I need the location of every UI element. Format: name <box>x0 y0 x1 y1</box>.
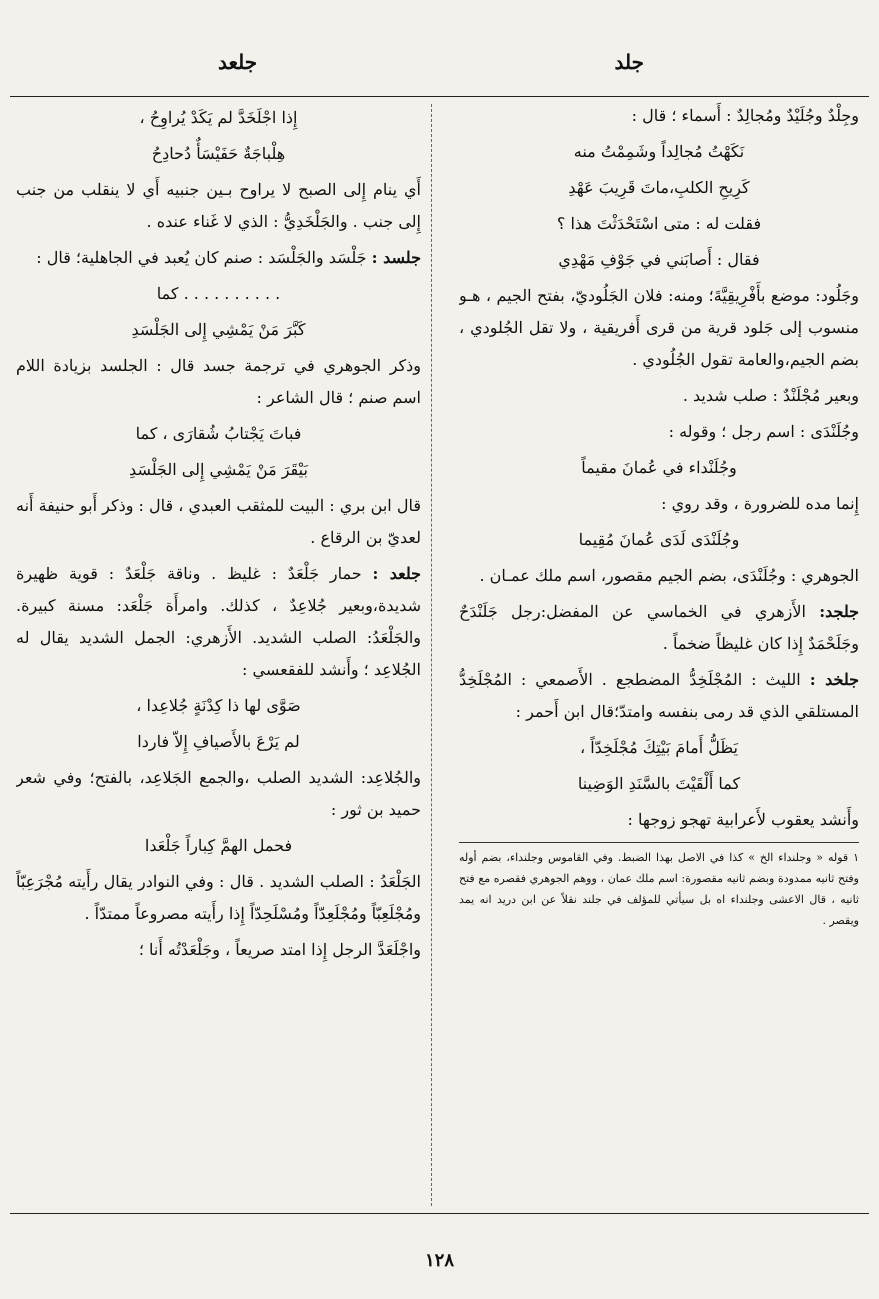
headword: جلخد : <box>809 670 859 689</box>
entry-jljd <box>459 596 859 660</box>
page-number: ١٢٨ <box>424 1250 454 1271</box>
verse-line: صَوَّى لها ذا كِدْنَةٍ جُلاعِدا ، <box>136 696 301 715</box>
entry-text: جَلْسَد والجَلْسَد : صنم كان يُعبد في الجاهلية؛ قال : <box>36 248 367 267</box>
bottom-rule <box>10 1213 869 1214</box>
left-column <box>16 100 421 1208</box>
verse-line: بَيْقَرَ مَنْ يَمْشِي إِلى الجَلْسَدِ <box>129 460 308 479</box>
entry-text: قال ابن بري : البيت للمثقب العبدي ، قال : وذكر أَبو حنيفة أَنه لعديّ بن الرقاع . <box>16 496 421 547</box>
verse-line: فقلت له : متى اسْتَحْدَثْتَ هذا ؟ <box>556 214 762 233</box>
verse-line: وجُلَنْدَى لَدَى عُمانَ مُقِيما <box>578 530 740 549</box>
entry-text: وجُلَنْدَى : اسم رجل ؛ وقوله : <box>668 422 859 441</box>
verse-line: كَبَّرَ مَنْ يَمْشِي إِلى الجَلْسَدِ <box>131 320 306 339</box>
entry-jlad <box>16 558 421 686</box>
verse-line: كما أَلْقَيْتَ بالسَّنَدِ الوَضِينا <box>577 774 741 793</box>
entry-text: الليث : المُجْلَخِدُّ المضطجع . الأَصمعي : المُجْلَخِدُّ المستلقي الذي قد رمى بنفسه وامتدّ؛قال ابن أَحمر : <box>459 670 859 721</box>
headword: جلعد : <box>372 564 421 583</box>
running-header-left: جلعد <box>218 50 258 74</box>
entry-jlsd <box>16 242 421 274</box>
verse-line: فقال : أَصابَني في جَوْفِ مَهْدِي <box>558 250 760 269</box>
entry-text: الجَلْعَدُ : الصلب الشديد . قال : وفي النوادر يقال رأَيته مُجْرَعِبّاً ومُجْلَعِبّاً ومُجْلَعِدّاً ومُسْلَحِدّاً إِذا رأَيته مصروعاً ممتدّاً . <box>16 872 421 923</box>
entry-text: الأَزهري في الخماسي عن المفضل:رجل جَلَنْدَحٌ وجَلَحْمَدٌ إِذا كان غليظاً ضخماً . <box>459 602 859 653</box>
verse-line: وجُلَنْداء في عُمانَ مقيماً <box>581 458 737 477</box>
entry-text: أَي ينام إِلى الصبح لا يراوح بـين جنبيه أَي لا ينقلب من جنب إِلى جنب . والجَلْخَدِيُّ : الذي لا غَناء عنده . <box>16 180 421 231</box>
entry-jlkhd <box>459 664 859 728</box>
column-divider <box>431 104 432 1206</box>
entry-text: وذكر الجوهري في ترجمة جسد قال : الجلسد بزيادة اللام اسم صنم ؛ قال الشاعر : <box>16 356 421 407</box>
entry-text: وأَنشد يعقوب لأَعرابية تهجو زوجها : <box>627 810 859 829</box>
verse-line: هِلْباجَةٌ حَفَيْسَأٌ دُحادِحُ <box>151 144 286 163</box>
verse-line: . . . . . . . . . . كما <box>156 284 281 303</box>
entry-text: واجْلَعَدَّ الرجل إِذا امتد صريعاً ، وجَلْعَدْتُه أَنا ؛ <box>138 940 421 959</box>
entry-text: الجوهري : وجُلَنْدَى، بضم الجيم مقصور، اسم ملك عمـان . <box>479 566 859 585</box>
entry-text: وجَلُود: موضع بأَفْرِيقِيَّةَ؛ ومنه: فلان الجَلُوديّ، بفتح الجيم ، هـو منسوب إلى جَلود قرية من قرى أَفريقية ، ولا تقل الجُلودي ، بضم الجيم،والعامة تقول الجُلُودي . <box>459 286 859 369</box>
right-column <box>459 100 859 1208</box>
verse-line: كَرِيحِ الكلبِ،ماتَ قَرِيبَ عَهْدِ <box>568 178 750 197</box>
verse-line: لم يَرْعَ بالأَصيافِ إِلاّ فاردا <box>137 732 300 751</box>
running-header-right: جلد <box>614 50 644 74</box>
verse-line: يَظَلُّ أَمامَ بَيْتِكَ مُجْلَخِدّاً ، <box>580 738 738 757</box>
entry-text: حمار جَلْعَدٌ : غليظ . وناقة جَلْعَدٌ : قوية ظهيرة شديدة،وبعير جُلاعِدٌ ، كذلك. وامرأَة جَلْعَد: مسنة كبيرة. والجَلْعَدُ: الصلب الشديد. الأَزهري: الجمل الشديد يقال له الجُلاعِد ؛ وأَنشد للفقعسي : <box>16 564 421 679</box>
verse-line: فحمل الهمَّ كِباراً جَلْعَدا <box>144 836 293 855</box>
top-rule <box>10 96 869 97</box>
entry-text: وجِلْدٌ وجُلَيْدٌ ومُجالِدٌ : أَسماء ؛ قال : <box>631 106 859 125</box>
entry-text: إِنما مده للضرورة ، وقد روي : <box>661 494 859 513</box>
verse-line: نَكَهْتُ مُجالِداً وشَمِمْتُ منه <box>573 142 745 161</box>
headword: جلسد : <box>371 248 421 267</box>
entry-text: والجُلاعِد: الشديد الصلب ،والجمع الجَلاعِد، بالفتح؛ وفي شعر حميد بن ثور : <box>16 768 421 819</box>
headword: جلجد: <box>819 602 859 621</box>
entry-text: وبعير مُجْلَنْدٌ : صلب شديد . <box>682 386 859 405</box>
verse-line: إِذا اجْلَخَدَّ لم يَكَدْ يُراوِحُ ، <box>139 108 298 127</box>
verse-line: فباتَ يَجْتابُ شُقارَى ، كما <box>135 424 302 443</box>
footnote: ١ قوله « وجلنداء الخ » كذا في الاصل بهذا الضبط. وفي القاموس وجلنداء، بضم أوله وفتح ثانيه ممدودة وبضم ثانيه مقصورة: اسم ملك عمان ، ووهم الجوهري فقصره مع فتح ثانيه ، قال الاعشى وجلنداء اه بل سيأتي للمؤلف في جلند نقلاً عن ابن دريد انه يمد ويقصر . <box>459 842 859 931</box>
